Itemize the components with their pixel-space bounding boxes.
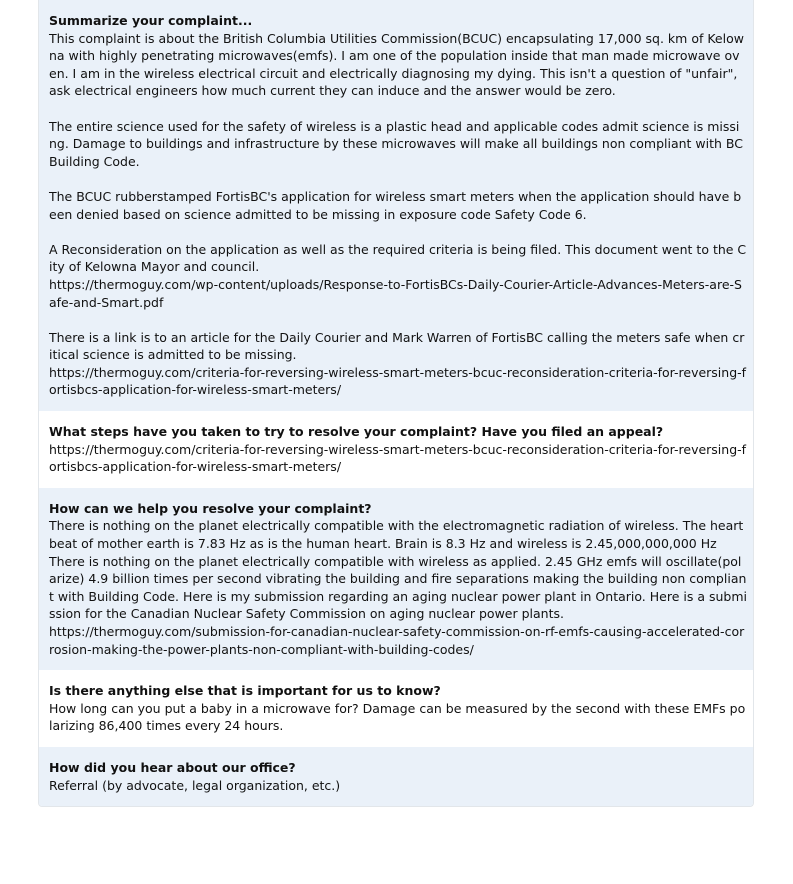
help-resolve-section (39, 488, 753, 670)
answer-text: Referral (by advocate, legal organization, etc.) (49, 777, 341, 793)
anything-else-section (39, 670, 753, 747)
answer-text: https://thermoguy.com/criteria-for-reversing-wireless-smart-meters-bcuc-reconsideration-criteria-for-reversing-fortisbcs-application-for-wireless-smart-meters/ (49, 441, 747, 475)
question-label: How did you hear about our office? (49, 759, 296, 775)
complaint-summary-section (39, 0, 753, 411)
complaint-form-panel (38, 0, 754, 807)
question-label: What steps have you taken to try to resolve your complaint? Have you filed an appeal? (49, 424, 664, 440)
question-label: Is there anything else that is important for us to know? (49, 683, 441, 699)
resolution-steps-section (39, 411, 753, 488)
answer-text: There is nothing on the planet electrically compatible with the electromagnetic radiation of wireless. The heartbeat of mother earth is 7.83 Hz as is the human heart. Brain is 8.3 Hz and wireless is 2.45,000,000,000 Hz There is nothing on the planet electrically compatible with wireless as applied. 2.45 GHz emfs will oscillate(polarize) 4.9 billion times per second vibrating the building and fire separations making the building non compliant with Building Code. Here is my submission regarding an aging nuclear power plant in Ontario. Here is a submission for the Canadian Nuclear Safety Commission on aging nuclear power plants. https://thermoguy.com/submission-for-canadian-nuclear-safety-commission-on-rf-emfs-causing-accelerated-corrosion-making-the-power-plants-non-compliant-with-building-codes/ (49, 518, 747, 657)
question-label: Summarize your complaint... (49, 13, 253, 28)
referral-source-section (39, 747, 753, 806)
question-label: How can we help you resolve your complaint? (49, 500, 372, 516)
answer-text: How long can you put a baby in a microwave for? Damage can be measured by the second with these EMFs polarizing 86,400 times every 24 hours. (49, 700, 746, 734)
answer-text: This complaint is about the British Columbia Utilities Commission(BCUC) encapsulating 17,000 sq. km of Kelowna with highly penetrating microwaves(emfs). I am one of the population inside that man made microwave oven. I am in the wireless electrical circuit and electrically diagnosing my dying. This isn't a question of "unfair", ask electrical engineers how much current they can induce and the answer would be zero. The entire science used for the safety of wireless is a plastic head and applicable codes admit science is missing. Damage to buildings and infrastructure by these microwaves will make all buildings non compliant with BC Building Code. The BCUC rubberstamped FortisBC's application for wireless smart meters when the application should have been denied based on science admitted to be missing in exposure code Safety Code 6. A Reconsideration on the application as well as the required criteria is being filed. This document went to the City of Kelowna Mayor and council. https://thermoguy.com/wp-content/uploads/Response-to-FortisBCs-Daily-Courier-Article-Advances-Meters-are-Safe-and-Smart.pdf There is a link is to an article for the Daily Courier and Mark Warren of FortisBC calling the meters safe when critical science is admitted to be missing. https://thermoguy.com/criteria-for-reversing-wireless-smart-meters-bcuc-reconsideration-criteria-for-reversing-fortisbcs-application-for-wireless-smart-meters/ (49, 30, 747, 398)
